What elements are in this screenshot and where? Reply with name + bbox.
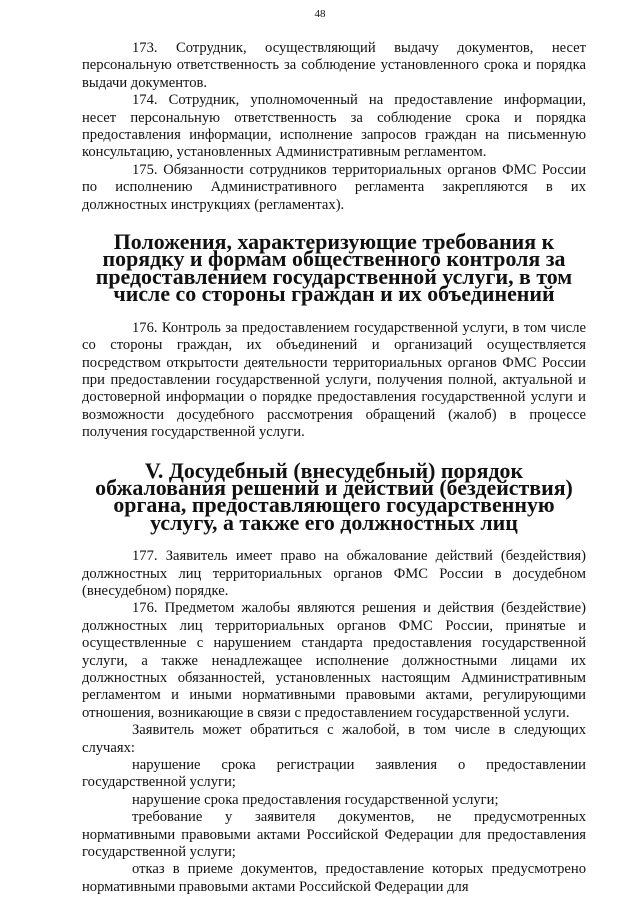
section-heading-public-control: Положения, характеризующие требования к порядку и формам общественного контроля за предоставлением государственной услуги, в том числе со стороны граждан и их объединений: [95, 229, 573, 307]
paragraph-176-complaint-subject: 176. Предметом жалобы являются решения и действия (бездействие) должностных лиц территориальных органов ФМС России, принятые и осуществленные с нарушением стандарта предоставления государственной услуги, а также ненадлежащее исполнение должностными лицами их должностных обязанностей, установленных настоящим Административным регламентом и иными нормативными правовыми актами, регулирующими отношения, возникающие в связи с предоставлением государственной услуги.: [82, 600, 586, 721]
paragraph-175: 175. Обязанности сотрудников территориальных органов ФМС России по исполнению Административного регламента закрепляются в их должностных инструкциях (регламентах).: [82, 161, 586, 213]
case-item: отказ в приеме документов, предоставление которых предусмотрено нормативными правовыми актами Российской Федерации для: [82, 861, 586, 895]
case-item: требование у заявителя документов, не предусмотренных нормативными правовыми актами Российской Федерации для предоставления государственной услуги;: [82, 809, 586, 861]
case-item: нарушение срока регистрации заявления о предоставлении государственной услуги;: [82, 757, 586, 791]
paragraph-177: 177. Заявитель имеет право на обжалование действий (бездействия) должностных лиц территориальных органов ФМС России в досудебном (внесудебном) порядке.: [82, 548, 586, 599]
page-number: 48: [314, 8, 326, 20]
page-content: [82, 40, 586, 896]
paragraph-176-control: 176. Контроль за предоставлением государственной услуги, в том числе со стороны граждан, их объединений и организаций осуществляется посредством открытости деятельности территориальных органов ФМС России при предоставлении государственной услуги, получения полной, актуальной и достоверной информации о порядке предоставления государственной услуги и возможности досудебного рассмотрения обращений (жалоб) в процессе получения государственной услуги.: [82, 319, 586, 441]
paragraph-174: 174. Сотрудник, уполномоченный на предоставление информации, несет персональную ответственность за соблюдение срока и порядка предоставления информации, исполнение запросов граждан на письменную консультацию, установленных Административным регламентом.: [82, 92, 586, 161]
paragraph-complaint-cases-intro: Заявитель может обратиться с жалобой, в том числе в следующих случаях:: [82, 722, 586, 756]
case-item: нарушение срока предоставления государственной услуги;: [132, 791, 499, 808]
paragraph-173: 173. Сотрудник, осуществляющий выдачу документов, несет персональную ответственность за соблюдение установленного срока и порядка выдачи документов.: [82, 40, 586, 91]
section-heading-appeal: V. Досудебный (внесудебный) порядок обжалования решений и действий (бездействия) органа, предоставляющего государственную услугу, а также его должностных лиц: [95, 457, 573, 535]
